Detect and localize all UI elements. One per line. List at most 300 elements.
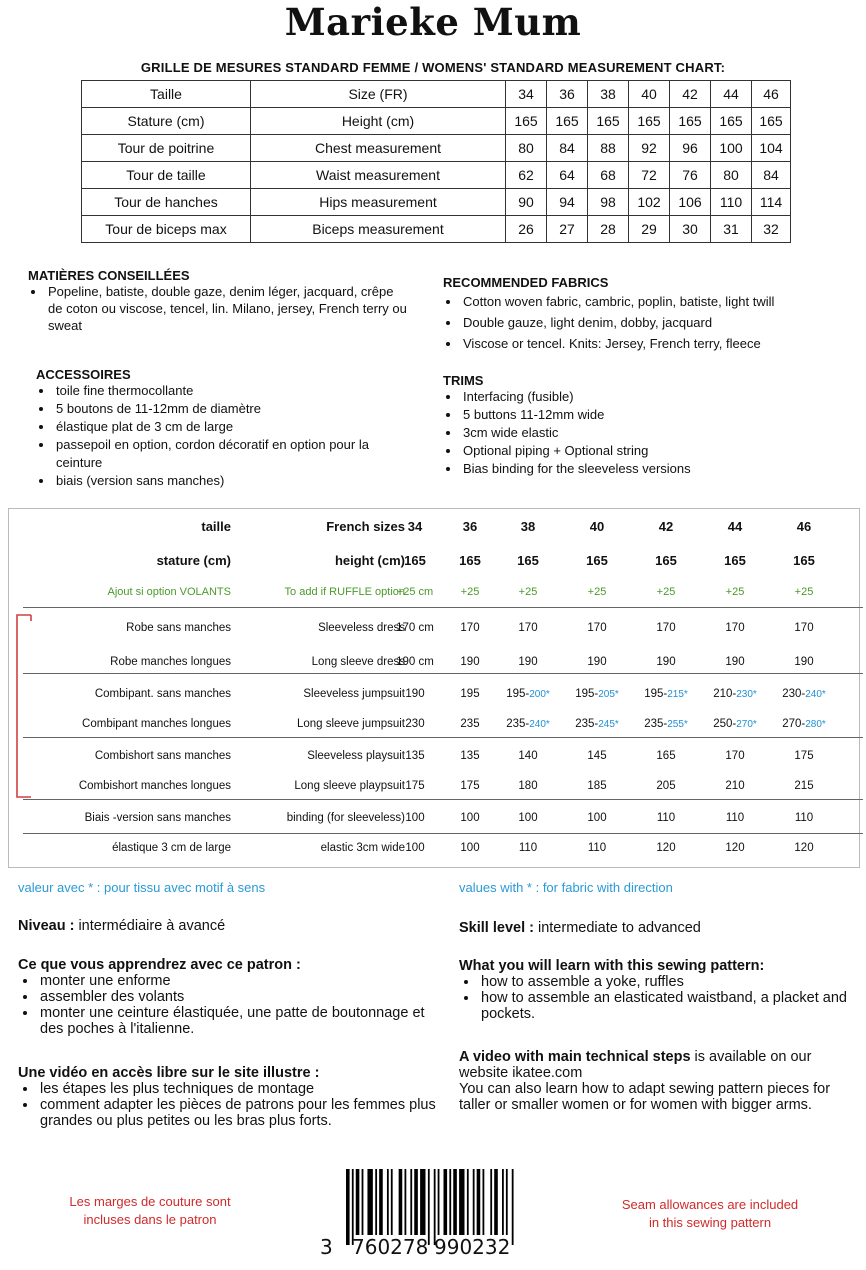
value-main: 175	[405, 780, 425, 792]
learn-fr-heading: Ce que vous apprendrez avec ce patron :	[18, 957, 301, 973]
barcode-bar	[438, 1169, 440, 1235]
value-main: 120	[725, 842, 745, 854]
list-item: • assembler des volants	[38, 989, 438, 1005]
measurement-value: 44	[711, 81, 752, 108]
yardage-value	[781, 679, 827, 709]
measurement-value: 42	[670, 81, 711, 108]
measurement-label-fr: Tour de taille	[82, 162, 251, 189]
measurement-value: 110	[711, 189, 752, 216]
yardage-value	[643, 771, 689, 801]
value-main: 195-	[575, 688, 599, 700]
row-label-en: Sleeveless playsuit	[307, 750, 405, 762]
yardage-value	[447, 803, 493, 833]
measurement-label-en: Waist measurement	[251, 162, 506, 189]
barcode-bar	[473, 1169, 475, 1235]
list-item: • Optional piping + Optional string	[461, 442, 863, 460]
yardage-value: 42	[658, 518, 674, 534]
fabrics-fr-section	[28, 268, 408, 334]
value-main: 170	[656, 622, 676, 634]
yardage-value	[447, 771, 493, 801]
barcode-bar	[346, 1169, 350, 1245]
value-main: 180	[518, 780, 538, 792]
value-main: 135	[405, 750, 425, 762]
list-item: • les étapes les plus techniques de montage	[38, 1081, 438, 1097]
value-main: 215	[794, 780, 814, 792]
video-en-heading: A video with main technical steps	[459, 1049, 691, 1065]
measurement-label-fr: Tour de biceps max	[82, 216, 251, 243]
value-direction: 270*	[736, 718, 757, 730]
fabrics-en-list	[443, 293, 863, 352]
video-en-text1: is available on our website ikatee.com	[459, 1049, 812, 1081]
barcode-bar	[467, 1169, 469, 1235]
measurement-value: 165	[711, 108, 752, 135]
fabrics-en-section	[443, 275, 863, 356]
trims-en-list	[443, 388, 863, 478]
yardage-value: +25	[794, 586, 814, 598]
video-en-section	[459, 1049, 859, 1113]
value-direction: 215*	[667, 688, 688, 700]
seam-en-line2: in this sewing pattern	[648, 1215, 772, 1230]
value-main: 100	[587, 812, 607, 824]
yardage-value: 40	[589, 518, 605, 534]
barcode-group-2: 990232	[434, 1235, 511, 1259]
value-main: 135	[460, 750, 480, 762]
row-label-en: Long sleeve playpsuit	[294, 780, 405, 792]
measurement-label-fr: Stature (cm)	[82, 108, 251, 135]
barcode	[320, 1165, 530, 1265]
measurement-value: 165	[547, 108, 588, 135]
barcode-bar	[379, 1169, 383, 1235]
measurement-value: 31	[711, 216, 752, 243]
list-item: • how to assemble a yoke, ruffles	[479, 974, 859, 990]
value-main: 175	[794, 750, 814, 762]
level-fr-label: Niveau :	[18, 918, 75, 934]
value-main: 170	[794, 622, 814, 634]
measurement-row	[82, 135, 791, 162]
value-direction: 205*	[598, 688, 619, 700]
measurement-table	[81, 80, 791, 243]
list-item: • élastique plat de 3 cm de large	[54, 418, 416, 436]
learn-fr-section	[18, 957, 438, 1037]
barcode-bar	[453, 1169, 457, 1235]
table-row	[9, 833, 857, 863]
value-direction: 255*	[667, 718, 688, 730]
level-fr	[18, 918, 225, 934]
list-item: • toile fine thermocollante	[54, 382, 416, 400]
list-item: • monter une enforme	[38, 973, 438, 989]
yardage-value	[574, 679, 620, 709]
measurement-row	[82, 81, 791, 108]
value-main: 170	[518, 622, 538, 634]
barcode-bar	[506, 1169, 508, 1235]
measurement-value: 165	[506, 108, 547, 135]
level-en-label: Skill level :	[459, 920, 534, 936]
note-fr: valeur avec * : pour tissu avec motif à sens	[18, 880, 266, 895]
row-divider	[23, 673, 863, 674]
measurement-label-en: Hips measurement	[251, 189, 506, 216]
seam-fr-line2: incluses dans le patron	[83, 1212, 217, 1227]
value-main: 100	[405, 842, 425, 854]
value-direction: 240*	[529, 718, 550, 730]
list-item: • how to assemble an elasticated waistband, a placket and pockets.	[479, 990, 859, 1022]
barcode-bar	[444, 1169, 448, 1235]
value-main: 145	[587, 750, 607, 762]
yardage-value	[574, 771, 620, 801]
row-label-fr: taille	[201, 518, 231, 534]
value-main: 235-	[575, 718, 599, 730]
measurement-label-en: Chest measurement	[251, 135, 506, 162]
row-divider	[23, 737, 863, 738]
barcode-bar	[428, 1169, 430, 1245]
yardage-value	[574, 741, 620, 771]
measurement-value: 80	[711, 162, 752, 189]
yardage-value: +25	[587, 586, 607, 598]
yardage-value: +25	[725, 586, 745, 598]
measurement-value: 165	[588, 108, 629, 135]
value-direction: 280*	[805, 718, 826, 730]
value-main: 195-	[644, 688, 668, 700]
value-main: 230-	[782, 688, 806, 700]
value-direction: 200*	[529, 688, 550, 700]
row-label-en: Sleeveless jumpsuit	[303, 688, 405, 700]
value-main: 210-	[713, 688, 737, 700]
barcode-bar	[414, 1169, 418, 1235]
yardage-value	[712, 709, 758, 739]
value-main: 190	[587, 656, 607, 668]
yardage-value: +25 cm	[396, 586, 434, 598]
trims-en-section	[443, 373, 863, 478]
fabrics-fr-list	[28, 283, 408, 334]
yardage-value	[505, 613, 551, 643]
measurement-value: 84	[547, 135, 588, 162]
yardage-value	[712, 679, 758, 709]
barcode-bar	[387, 1169, 389, 1235]
row-label-fr: Combishort manches longues	[78, 780, 231, 792]
yardage-value	[781, 709, 827, 739]
measurement-value: 46	[752, 81, 791, 108]
yardage-value: 165	[404, 552, 426, 568]
yardage-value	[781, 803, 827, 833]
row-label-fr: Biais -version sans manches	[84, 812, 231, 824]
value-main: 100	[405, 812, 425, 824]
yardage-value	[643, 679, 689, 709]
yardage-value	[643, 803, 689, 833]
value-main: 165	[656, 750, 676, 762]
table-row	[9, 741, 857, 771]
yardage-value	[781, 833, 827, 863]
pattern-title: Marieke Mum	[284, 0, 582, 44]
list-item: • comment adapter les pièces de patrons pour les femmes plus grandes ou plus petites ou les bras plus forts.	[38, 1097, 438, 1129]
yardage-value: +25	[656, 586, 676, 598]
barcode-bar	[352, 1169, 354, 1245]
measurement-value: 34	[506, 81, 547, 108]
barcode-bar	[399, 1169, 403, 1235]
measurement-label-fr: Taille	[82, 81, 251, 108]
measurement-value: 76	[670, 162, 711, 189]
video-fr-heading: Une vidéo en accès libre sur le site illustre :	[18, 1065, 320, 1081]
yardage-value	[392, 613, 438, 643]
value-main: 235-	[644, 718, 668, 730]
seam-fr-line1: Les marges de couture sont	[69, 1194, 231, 1209]
value-main: 250-	[713, 718, 737, 730]
header-row	[9, 545, 857, 575]
yardage-value	[643, 833, 689, 863]
row-label-en: French sizes	[326, 518, 405, 534]
measurement-value: 90	[506, 189, 547, 216]
value-main: 190	[656, 656, 676, 668]
yardage-value: 44	[727, 518, 743, 534]
barcode-bar	[375, 1169, 377, 1235]
barcode-bar	[434, 1169, 436, 1245]
value-main: 170	[587, 622, 607, 634]
value-main: 190	[518, 656, 538, 668]
table-row	[9, 709, 857, 739]
barcode-bar	[494, 1169, 498, 1235]
yardage-value: 165	[724, 552, 746, 568]
row-label-fr: Combipant. sans manches	[94, 688, 231, 700]
yardage-value	[447, 679, 493, 709]
measurement-value: 165	[670, 108, 711, 135]
level-en-value: intermediate to advanced	[533, 920, 701, 936]
barcode-bar	[459, 1169, 464, 1235]
yardage-value	[505, 771, 551, 801]
seam-en-line1: Seam allowances are included	[621, 1197, 799, 1212]
value-main: 120	[656, 842, 676, 854]
measurement-value: 104	[752, 135, 791, 162]
value-main: 110	[725, 812, 745, 824]
accessories-fr-section	[36, 367, 416, 490]
value-main: 120	[794, 842, 814, 854]
learn-en-section	[459, 958, 859, 1022]
value-main: 170	[460, 622, 480, 634]
yardage-value: +25	[518, 586, 538, 598]
measurement-row	[82, 108, 791, 135]
measurement-value: 94	[547, 189, 588, 216]
barcode-bar	[477, 1169, 481, 1235]
value-main: 190 cm	[396, 656, 434, 668]
barcode-bar	[512, 1169, 514, 1245]
accessories-fr-heading: ACCESSOIRES	[36, 367, 131, 382]
value-main: 205	[656, 780, 676, 792]
yardage-value: 38	[520, 518, 536, 534]
value-main: 235-	[506, 718, 530, 730]
value-main: 230	[405, 718, 425, 730]
row-label-en: To add if RUFFLE option	[284, 586, 405, 598]
level-en	[459, 920, 701, 936]
measurement-label-en: Biceps measurement	[251, 216, 506, 243]
yardage-value	[712, 803, 758, 833]
row-label-fr: Ajout si option VOLANTS	[107, 586, 231, 598]
row-label-en: Long sleeve dress	[311, 656, 405, 668]
measurement-row	[82, 189, 791, 216]
yardage-value	[712, 741, 758, 771]
barcode-bar	[483, 1169, 485, 1235]
yardage-value	[712, 771, 758, 801]
barcode-bars	[346, 1169, 526, 1245]
yardage-value	[505, 803, 551, 833]
measurement-value: 84	[752, 162, 791, 189]
note-en: values with * : for fabric with direction	[459, 880, 673, 895]
measurement-label-fr: Tour de hanches	[82, 189, 251, 216]
yardage-value	[781, 613, 827, 643]
value-main: 195	[460, 688, 480, 700]
barcode-bar	[362, 1169, 364, 1235]
measurement-value: 32	[752, 216, 791, 243]
measurement-value: 102	[629, 189, 670, 216]
row-divider	[23, 607, 863, 608]
list-item: • Interfacing (fusible)	[461, 388, 863, 406]
video-fr-list	[18, 1081, 438, 1129]
value-main: 100	[460, 812, 480, 824]
measurement-label-en: Size (FR)	[251, 81, 506, 108]
value-main: 235	[460, 718, 480, 730]
value-main: 110	[587, 842, 607, 854]
row-label-en: Sleeveless dress	[318, 622, 405, 634]
row-divider	[23, 799, 863, 800]
yardage-value: +25	[460, 586, 480, 598]
row-label-fr: Combipant manches longues	[82, 718, 231, 730]
value-main: 170	[725, 750, 745, 762]
row-label-en: elastic 3cm wide	[320, 842, 405, 854]
yardage-value	[505, 709, 551, 739]
yardage-value	[574, 803, 620, 833]
yardage-value	[781, 771, 827, 801]
list-item: • Popeline, batiste, double gaze, denim léger, jacquard, crêpe de coton ou viscose, tencel, lin. Milano, jersey, French terry ou sweat	[46, 283, 408, 334]
value-main: 190	[405, 688, 425, 700]
list-item: • 5 buttons 11-12mm wide	[461, 406, 863, 424]
yardage-value	[392, 679, 438, 709]
yardage-value	[712, 613, 758, 643]
video-fr-section	[18, 1065, 438, 1129]
value-main: 190	[794, 656, 814, 668]
learn-en-list	[459, 974, 859, 1022]
barcode-bar	[356, 1169, 360, 1235]
measurement-label-en: Height (cm)	[251, 108, 506, 135]
row-divider	[23, 833, 863, 834]
yardage-value: 165	[655, 552, 677, 568]
measurement-value: 28	[588, 216, 629, 243]
table-row	[9, 613, 857, 643]
yardage-value	[447, 833, 493, 863]
value-main: 175	[460, 780, 480, 792]
yardage-table	[8, 508, 860, 868]
list-item: • biais (version sans manches)	[54, 472, 416, 490]
yardage-value	[505, 741, 551, 771]
yardage-value	[392, 833, 438, 863]
value-main: 100	[518, 812, 538, 824]
fabrics-en-heading: RECOMMENDED FABRICS	[443, 275, 609, 290]
row-label-fr: élastique 3 cm de large	[112, 842, 231, 854]
yardage-value	[574, 833, 620, 863]
list-item: • Bias binding for the sleeveless versions	[461, 460, 863, 478]
measurement-value: 165	[752, 108, 791, 135]
level-fr-value: intermédiaire à avancé	[74, 918, 226, 934]
yardage-value: 34	[407, 518, 423, 534]
measurement-value: 68	[588, 162, 629, 189]
yardage-value	[574, 613, 620, 643]
learn-fr-list	[18, 973, 438, 1037]
barcode-digit-1: 3	[320, 1235, 333, 1259]
yardage-value: 165	[517, 552, 539, 568]
row-label-fr: Robe sans manches	[126, 622, 231, 634]
list-item: • passepoil en option, cordon décoratif en option pour la ceinture	[54, 436, 416, 472]
row-label-en: Long sleeve jumpsuit	[296, 718, 405, 730]
yardage-value: 165	[459, 552, 481, 568]
yardage-value: 46	[796, 518, 812, 534]
value-main: 110	[518, 842, 538, 854]
measurement-value: 38	[588, 81, 629, 108]
yardage-value: 165	[793, 552, 815, 568]
yardage-value	[392, 709, 438, 739]
header-row	[9, 577, 857, 607]
learn-en-heading: What you will learn with this sewing pattern:	[459, 958, 765, 974]
measurement-value: 165	[629, 108, 670, 135]
measurement-value: 106	[670, 189, 711, 216]
barcode-bar	[391, 1169, 393, 1235]
measurement-label-fr: Tour de poitrine	[82, 135, 251, 162]
value-main: 170	[725, 622, 745, 634]
value-main: 190	[460, 656, 480, 668]
measurement-value: 88	[588, 135, 629, 162]
measurement-value: 30	[670, 216, 711, 243]
value-main: 100	[460, 842, 480, 854]
measurement-value: 27	[547, 216, 588, 243]
measurement-row	[82, 216, 791, 243]
measurement-value: 96	[670, 135, 711, 162]
seam-allowance-fr	[40, 1193, 260, 1229]
yardage-value	[781, 741, 827, 771]
row-label-fr: stature (cm)	[156, 552, 231, 568]
value-main: 195-	[506, 688, 530, 700]
measurement-value: 114	[752, 189, 791, 216]
yardage-value	[712, 833, 758, 863]
row-label-fr: Robe manches longues	[110, 656, 231, 668]
value-main: 270-	[782, 718, 806, 730]
yardage-value	[505, 833, 551, 863]
measurement-value: 80	[506, 135, 547, 162]
yardage-value	[505, 679, 551, 709]
yardage-value: 165	[586, 552, 608, 568]
barcode-bar	[405, 1169, 407, 1235]
barcode-bar	[410, 1169, 412, 1235]
yardage-value	[447, 709, 493, 739]
trims-en-heading: TRIMS	[443, 373, 484, 388]
seam-allowance-en	[590, 1196, 830, 1232]
value-direction: 240*	[805, 688, 826, 700]
yardage-value	[574, 709, 620, 739]
list-item: • Cotton woven fabric, cambric, poplin, batiste, light twill	[461, 293, 863, 310]
value-main: 110	[794, 812, 814, 824]
measurement-value: 100	[711, 135, 752, 162]
video-en-text2: You can also learn how to adapt sewing pattern pieces for taller or smaller women or for women with bigger arms.	[459, 1081, 831, 1113]
measurement-value: 29	[629, 216, 670, 243]
measurement-chart-title: GRILLE DE MESURES STANDARD FEMME / WOMENS' STANDARD MEASUREMENT CHART:	[140, 60, 726, 75]
barcode-bar	[367, 1169, 372, 1235]
list-item: • 5 boutons de 11-12mm de diamètre	[54, 400, 416, 418]
list-item: • Viscose or tencel. Knits: Jersey, French terry, fleece	[461, 335, 863, 352]
yardage-value	[392, 803, 438, 833]
yardage-value	[643, 741, 689, 771]
measurement-value: 64	[547, 162, 588, 189]
list-item: • monter une ceinture élastiquée, une patte de boutonnage et des poches à l'italienne.	[38, 1005, 438, 1037]
value-direction: 245*	[598, 718, 619, 730]
yardage-value	[643, 613, 689, 643]
measurement-value: 72	[629, 162, 670, 189]
yardage-value: 36	[462, 518, 478, 534]
yardage-value	[447, 741, 493, 771]
measurement-value: 40	[629, 81, 670, 108]
yardage-value	[643, 709, 689, 739]
